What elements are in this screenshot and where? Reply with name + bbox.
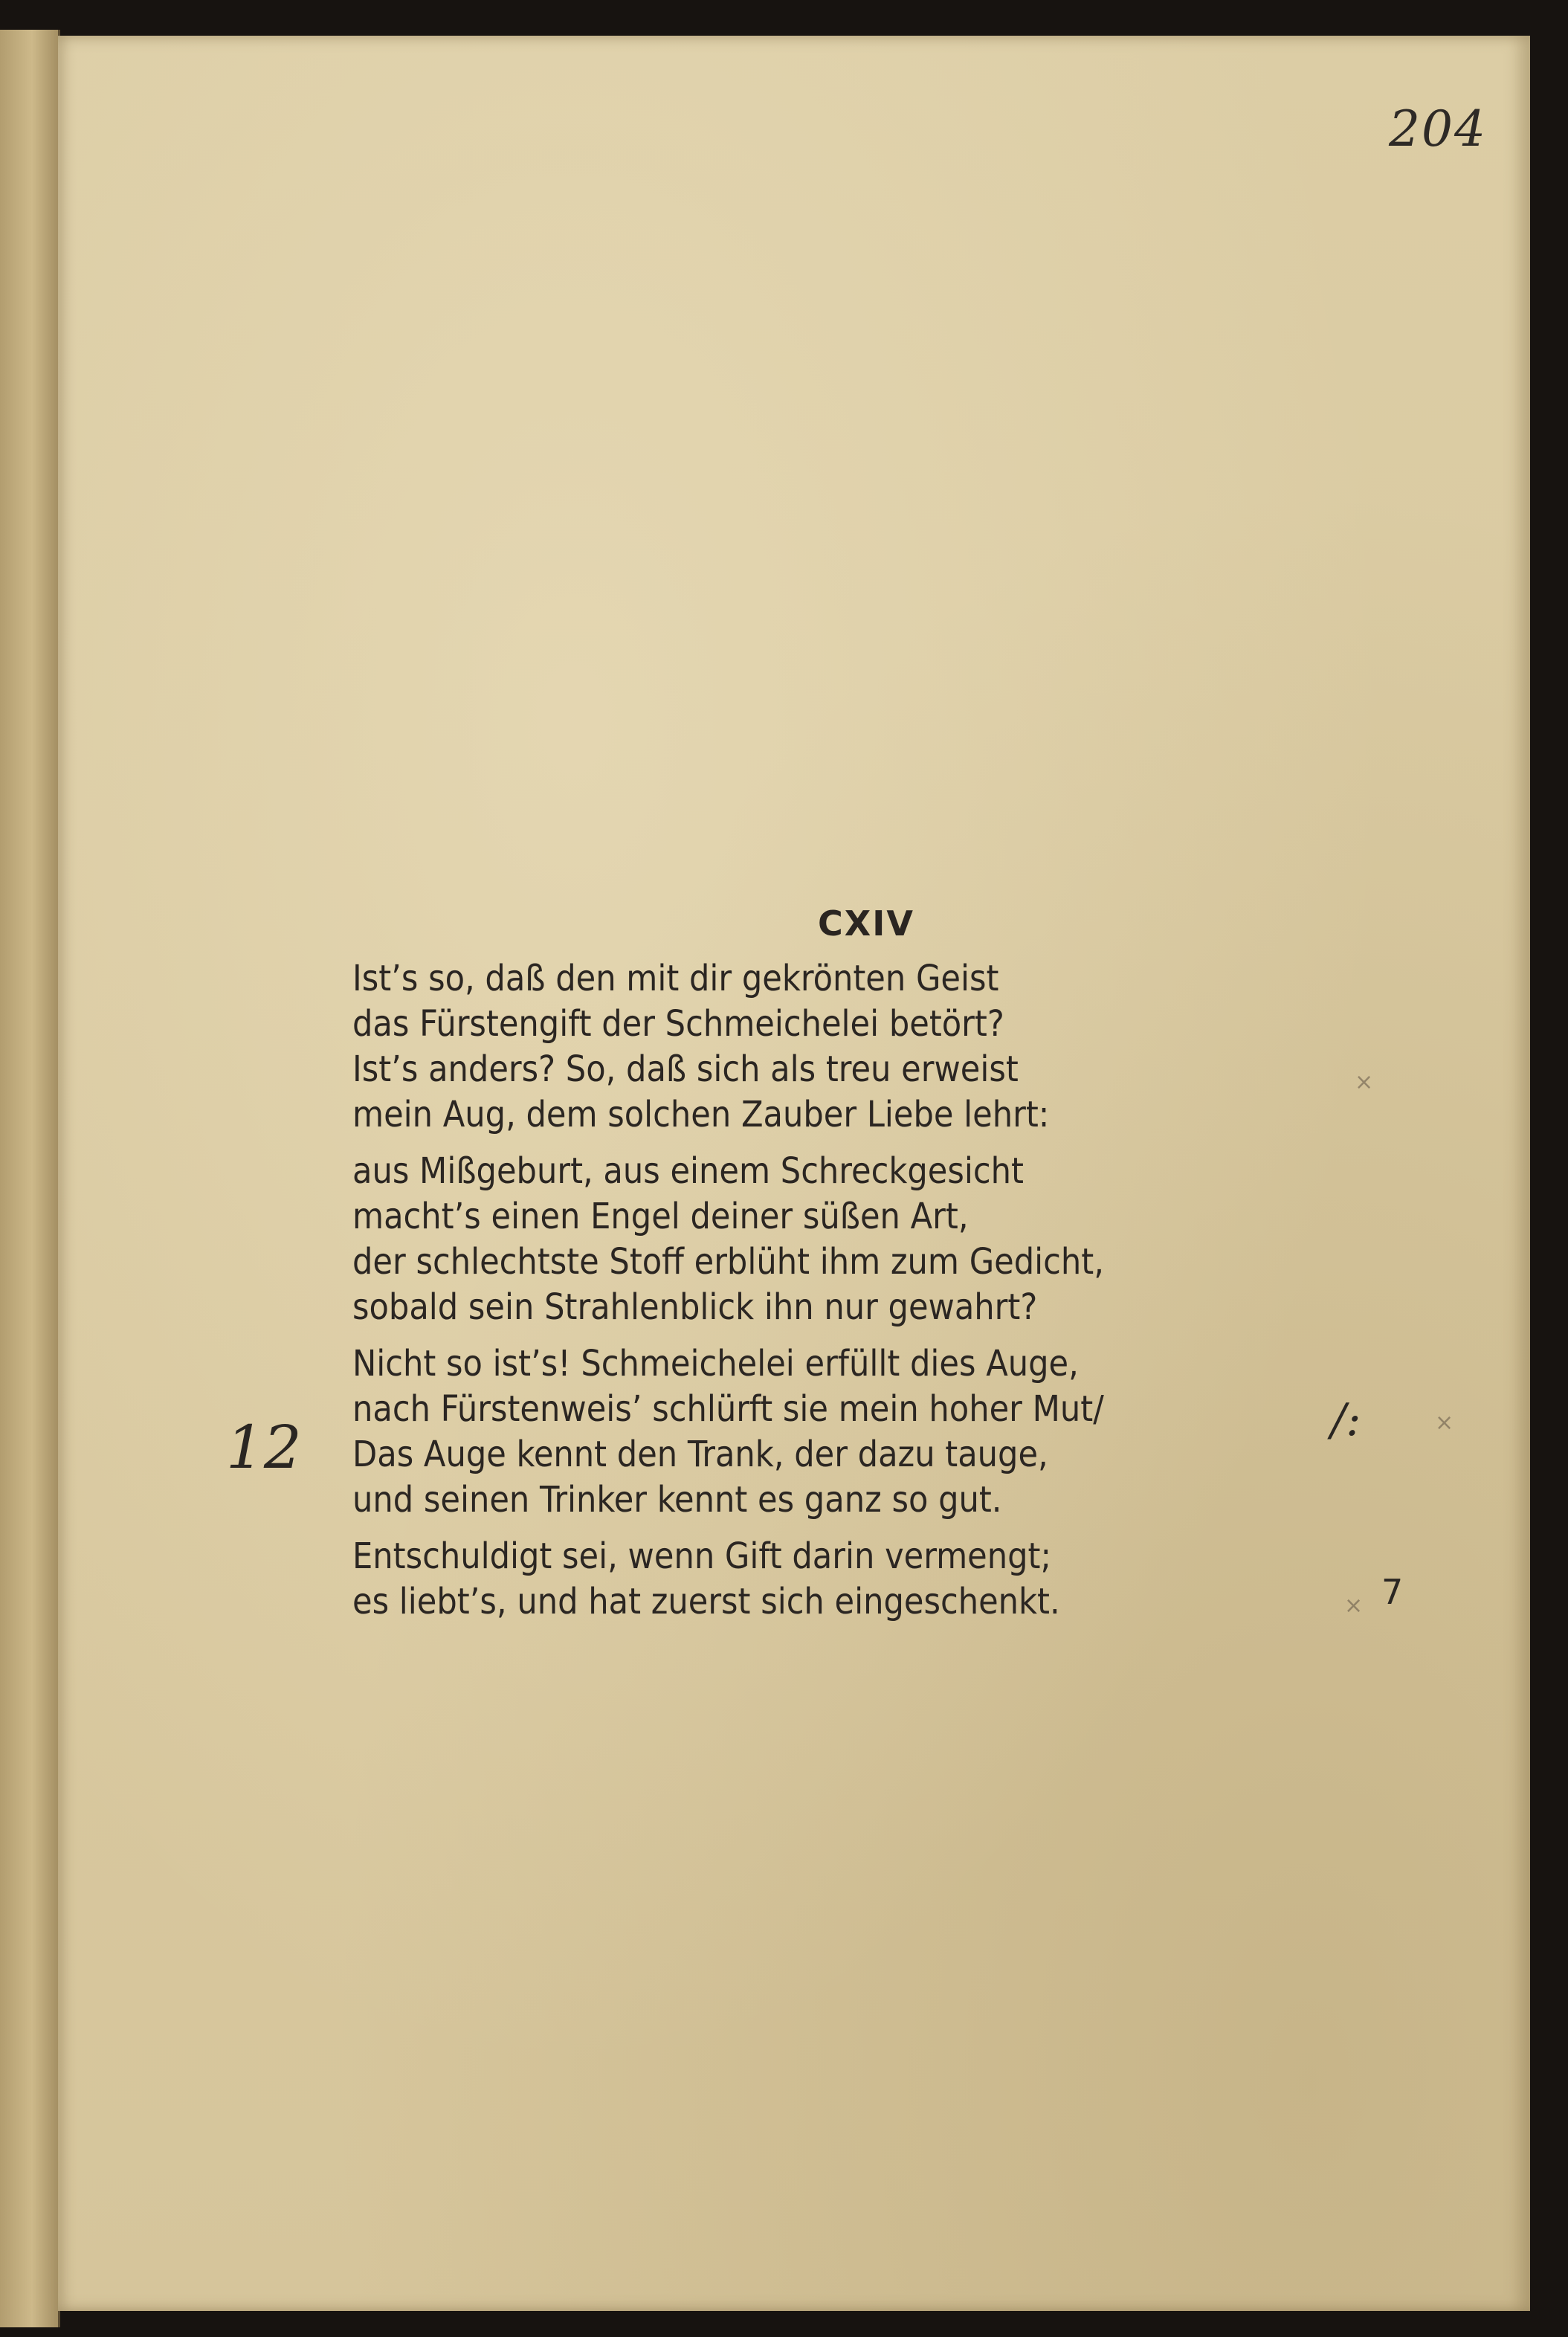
poem-line: und seinen Trinker kennt es ganz so gut. — [352, 1479, 1002, 1521]
poem-line: Entschuldigt sei, wenn Gift darin vermengt; — [352, 1535, 1052, 1577]
poem-line: das Fürstengift der Schmeichelei betört? — [352, 1003, 1004, 1045]
stanza-2 — [352, 1149, 1341, 1330]
poem-text — [352, 956, 1341, 1636]
handwritten-margin-note-right: /: — [1331, 1394, 1361, 1446]
left-page-edge — [0, 30, 60, 2327]
poem-title: CXIV — [818, 903, 914, 944]
poem-line: mein Aug, dem solchen Zauber Liebe lehrt: — [352, 1094, 1050, 1135]
poem-line: es liebt’s, und hat zuerst sich eingeschenkt. — [352, 1581, 1060, 1622]
pencil-mark: × — [1435, 1410, 1454, 1436]
pencil-mark: × — [1355, 1069, 1374, 1095]
poem-line: Nicht so ist’s! Schmeichelei erfüllt dies Auge, — [352, 1343, 1079, 1385]
poem-line: aus Mißgeburt, aus einem Schreckgesicht — [352, 1150, 1024, 1192]
pencil-mark: × — [1344, 1593, 1364, 1619]
poem-line: der schlechtste Stoff erblüht ihm zum Gedicht, — [352, 1241, 1104, 1283]
handwritten-margin-number: 7 — [1381, 1572, 1404, 1612]
poem-line: sobald sein Strahlenblick ihn nur gewahrt? — [352, 1286, 1038, 1328]
poem-line: Ist’s anders? So, daß sich als treu erweist — [352, 1048, 1019, 1090]
stanza-3 — [352, 1341, 1341, 1523]
page-number: 204 — [1389, 100, 1487, 158]
poem-line: Ist’s so, daß den mit dir gekrönten Geist — [352, 958, 999, 999]
poem-line: nach Fürstenweis’ schlürft sie mein hoher Mut/ — [352, 1388, 1104, 1430]
poem-line: macht’s einen Engel deiner süßen Art, — [352, 1196, 969, 1237]
poem-line: Das Auge kennt den Trank, der dazu tauge, — [352, 1434, 1048, 1475]
stanza-1 — [352, 956, 1341, 1138]
stanza-4 — [352, 1534, 1341, 1625]
handwritten-margin-note-left: 12 — [226, 1413, 302, 1482]
